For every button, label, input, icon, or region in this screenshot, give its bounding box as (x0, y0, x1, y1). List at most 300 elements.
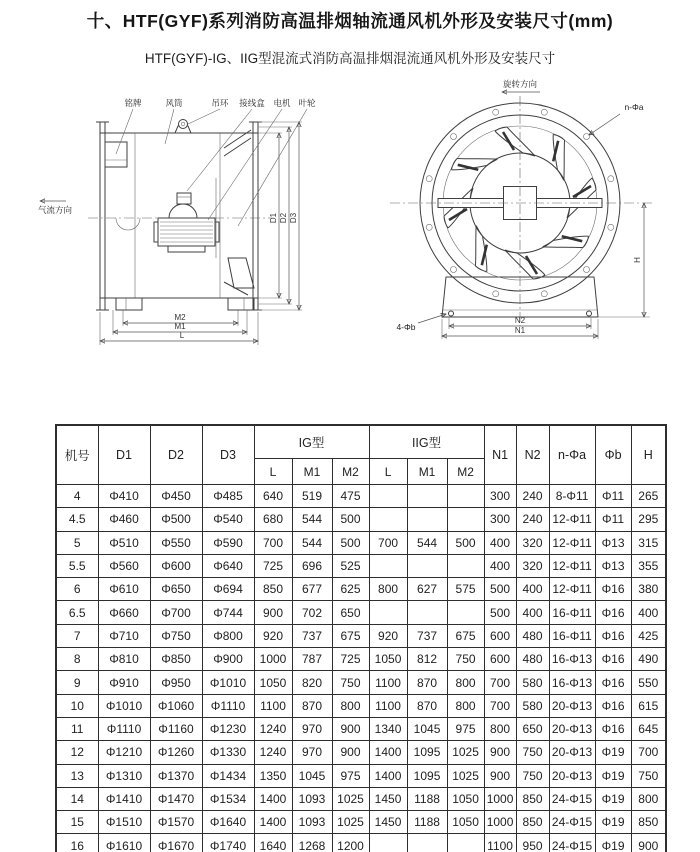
table-cell: 24-Φ15 (549, 811, 595, 834)
table-cell: 24-Φ15 (549, 787, 595, 810)
table-cell: Φ540 (202, 508, 254, 531)
table-cell: Φ1434 (202, 764, 254, 787)
table-cell: 355 (631, 554, 666, 577)
table-cell: 16-Φ11 (549, 624, 595, 647)
table-cell: 15 (56, 811, 98, 834)
foot-holes-callout (396, 314, 446, 332)
table-cell: 900 (631, 834, 666, 852)
table-row (56, 694, 666, 717)
table-cell: Φ550 (150, 531, 202, 554)
table-cell: 425 (631, 624, 666, 647)
table-cell: 737 (407, 624, 447, 647)
table-cell: 14 (56, 787, 98, 810)
col-header-h: H (631, 425, 666, 485)
table-cell: 1340 (369, 717, 407, 740)
table-cell: 900 (254, 601, 292, 624)
table-cell: 580 (516, 694, 549, 717)
table-row (56, 508, 666, 531)
table-cell: 12 (56, 741, 98, 764)
table-cell: 16-Φ13 (549, 671, 595, 694)
table-cell: 1093 (292, 787, 332, 810)
col-header-machine-no: 机号 (56, 425, 98, 485)
dim-m2: M2 (174, 313, 186, 322)
table-row (56, 717, 666, 740)
table-cell: Φ11 (595, 485, 631, 508)
table-cell: 920 (369, 624, 407, 647)
table-cell: Φ694 (202, 578, 254, 601)
table-cell (369, 554, 407, 577)
table-row (56, 554, 666, 577)
table-cell: 1045 (407, 717, 447, 740)
table-cell: 295 (631, 508, 666, 531)
table-cell: 7 (56, 624, 98, 647)
col-header-n1: N1 (484, 425, 516, 485)
table-row (56, 531, 666, 554)
table-cell: 400 (516, 601, 549, 624)
label-nameplate: 铭牌 (124, 98, 142, 108)
label-impeller: 叶轮 (298, 98, 316, 108)
table-cell: Φ640 (202, 554, 254, 577)
table-cell: Φ16 (595, 624, 631, 647)
table-cell: 544 (292, 508, 332, 531)
table-cell: 650 (516, 717, 549, 740)
table-cell: 1025 (332, 787, 369, 810)
table-cell: Φ16 (595, 694, 631, 717)
table-cell: Φ700 (150, 601, 202, 624)
length-dimensions (100, 310, 258, 345)
table-cell: 13 (56, 764, 98, 787)
table-cell: Φ1570 (150, 811, 202, 834)
table-cell: Φ1160 (150, 717, 202, 740)
rotation-direction (502, 79, 540, 92)
nameplate (105, 142, 127, 167)
table-cell: 400 (484, 531, 516, 554)
dim-n1: N1 (514, 326, 526, 335)
table-row (56, 811, 666, 834)
table-cell: Φ1610 (98, 834, 150, 852)
table-cell: 1050 (447, 811, 484, 834)
label-duct: 风筒 (165, 98, 183, 108)
col-header-phi-b: Φb (595, 425, 631, 485)
table-cell: 1025 (332, 811, 369, 834)
table-cell: Φ590 (202, 531, 254, 554)
table-cell: Φ19 (595, 787, 631, 810)
table-cell: 1000 (484, 787, 516, 810)
table-cell: Φ1010 (98, 694, 150, 717)
table-cell: 750 (631, 764, 666, 787)
table-cell: Φ16 (595, 648, 631, 671)
table-header (56, 425, 666, 485)
table-cell: Φ810 (98, 648, 150, 671)
table-cell: Φ1210 (98, 741, 150, 764)
table-cell: 575 (447, 578, 484, 601)
table-cell: Φ1310 (98, 764, 150, 787)
table-cell: 8 (56, 648, 98, 671)
table-cell: 12-Φ11 (549, 578, 595, 601)
table-cell: 677 (292, 578, 332, 601)
table-cell: 500 (447, 531, 484, 554)
dim-d3: D3 (289, 212, 298, 224)
table-row (56, 834, 666, 852)
dim-n2: N2 (514, 316, 526, 325)
table-cell: 5.5 (56, 554, 98, 577)
table-cell: Φ1740 (202, 834, 254, 852)
table-cell: Φ560 (98, 554, 150, 577)
table-cell: 870 (407, 694, 447, 717)
table-cell: Φ1010 (202, 671, 254, 694)
table-cell: Φ1330 (202, 741, 254, 764)
table-cell: 20-Φ13 (549, 717, 595, 740)
table-cell: 600 (484, 648, 516, 671)
table-cell (407, 485, 447, 508)
table-cell (407, 508, 447, 531)
table-cell (369, 508, 407, 531)
table-cell: 1200 (332, 834, 369, 852)
table-cell: Φ750 (150, 624, 202, 647)
table-row (56, 741, 666, 764)
table-cell: 20-Φ13 (549, 741, 595, 764)
table-cell: Φ1410 (98, 787, 150, 810)
table-cell: 1450 (369, 811, 407, 834)
table-cell: 700 (369, 531, 407, 554)
label-lifting-ring: 吊环 (211, 98, 229, 108)
table-cell (407, 554, 447, 577)
table-cell: 544 (407, 531, 447, 554)
table-cell: 500 (332, 508, 369, 531)
table-cell: 1100 (254, 694, 292, 717)
dimension-table (55, 424, 667, 852)
table-cell: 600 (484, 624, 516, 647)
table-cell: 975 (447, 717, 484, 740)
table-cell: Φ850 (150, 648, 202, 671)
table-cell: Φ744 (202, 601, 254, 624)
table-cell: 480 (516, 624, 549, 647)
table-cell: 725 (254, 554, 292, 577)
col-header-ig-m2: M2 (332, 459, 369, 485)
table-cell: 650 (332, 601, 369, 624)
table-cell: 550 (631, 671, 666, 694)
table-cell: Φ410 (98, 485, 150, 508)
table-cell: 24-Φ15 (549, 834, 595, 852)
table-cell: Φ1534 (202, 787, 254, 810)
table-cell: Φ19 (595, 834, 631, 852)
table-cell: 1400 (369, 764, 407, 787)
table-cell: 1025 (447, 764, 484, 787)
table-cell: 6.5 (56, 601, 98, 624)
label-motor: 电机 (273, 98, 291, 108)
table-cell: Φ600 (150, 554, 202, 577)
dim-l: L (179, 331, 185, 340)
table-cell: 800 (447, 694, 484, 717)
table-cell: Φ1640 (202, 811, 254, 834)
base-dimensions (442, 316, 598, 339)
table-row (56, 671, 666, 694)
table-cell: 1045 (292, 764, 332, 787)
table-cell: 950 (516, 834, 549, 852)
table-cell: 1050 (447, 787, 484, 810)
table-cell: 640 (254, 485, 292, 508)
table-cell: 315 (631, 531, 666, 554)
table-cell: 975 (332, 764, 369, 787)
page-subtitle: HTF(GYF)-IG、IIG型混流式消防高温排烟混流通风机外形及安装尺寸 (144, 51, 556, 66)
col-header-d1: D1 (98, 425, 150, 485)
table-cell: Φ500 (150, 508, 202, 531)
table-cell (369, 834, 407, 852)
table-cell: 812 (407, 648, 447, 671)
table-cell: Φ19 (595, 741, 631, 764)
table-cell: 615 (631, 694, 666, 717)
table-cell (369, 485, 407, 508)
spec-table-body (56, 485, 666, 852)
table-cell: 300 (484, 485, 516, 508)
junction-box (177, 193, 191, 204)
table-cell (447, 601, 484, 624)
table-cell: 12-Φ11 (549, 508, 595, 531)
table-cell: 870 (407, 671, 447, 694)
table-row (56, 764, 666, 787)
table-cell: 1450 (369, 787, 407, 810)
table-cell: 850 (516, 811, 549, 834)
table-cell: 500 (484, 578, 516, 601)
table-cell: 380 (631, 578, 666, 601)
label-junction-box: 接线盒 (239, 98, 265, 108)
table-cell: 700 (484, 671, 516, 694)
dim-h: H (633, 257, 642, 263)
table-cell: 696 (292, 554, 332, 577)
table-cell: 645 (631, 717, 666, 740)
diameter-dimensions (258, 122, 302, 310)
motor (154, 204, 219, 252)
table-cell: 1268 (292, 834, 332, 852)
table-cell: 750 (447, 648, 484, 671)
table-cell (447, 554, 484, 577)
table-cell: Φ450 (150, 485, 202, 508)
table-cell: 300 (484, 508, 516, 531)
table-cell: 970 (292, 717, 332, 740)
table-cell: 1095 (407, 741, 447, 764)
table-cell: 900 (484, 764, 516, 787)
height-dimension (598, 203, 650, 317)
table-cell: Φ1260 (150, 741, 202, 764)
table-cell: Φ19 (595, 811, 631, 834)
table-cell: Φ1510 (98, 811, 150, 834)
col-header-ig-m1: M1 (292, 459, 332, 485)
table-cell: 1093 (292, 811, 332, 834)
table-cell: 970 (292, 741, 332, 764)
table-row (56, 648, 666, 671)
col-header-d2: D2 (150, 425, 202, 485)
mounting-feet (116, 298, 254, 310)
table-cell: 1100 (484, 834, 516, 852)
col-header-d3: D3 (202, 425, 254, 485)
table-cell: Φ13 (595, 531, 631, 554)
impeller (216, 130, 254, 295)
table-cell: Φ11 (595, 508, 631, 531)
table-cell: 787 (292, 648, 332, 671)
table-cell: 627 (407, 578, 447, 601)
col-group-iig: IIG型 (369, 425, 484, 459)
bolt-holes-label: n-Φa (624, 102, 644, 112)
table-cell: 20-Φ13 (549, 764, 595, 787)
airflow-direction (38, 201, 73, 215)
table-cell: 1400 (254, 787, 292, 810)
table-cell: Φ16 (595, 601, 631, 624)
table-cell: 700 (631, 741, 666, 764)
table-cell: 725 (332, 648, 369, 671)
table-cell: 1000 (254, 648, 292, 671)
table-cell: Φ16 (595, 717, 631, 740)
col-header-iig-m1: M1 (407, 459, 447, 485)
table-cell: 675 (332, 624, 369, 647)
table-cell: Φ510 (98, 531, 150, 554)
table-cell: 6 (56, 578, 98, 601)
table-cell: Φ910 (98, 671, 150, 694)
table-cell: Φ19 (595, 764, 631, 787)
table-cell: 12-Φ11 (549, 531, 595, 554)
table-cell: Φ485 (202, 485, 254, 508)
dim-m1: M1 (174, 322, 186, 331)
table-cell: 4 (56, 485, 98, 508)
col-header-ig-l: L (254, 459, 292, 485)
col-header-n-phi-a: n-Φa (549, 425, 595, 485)
table-cell (407, 834, 447, 852)
table-cell: 500 (484, 601, 516, 624)
table-cell: Φ800 (202, 624, 254, 647)
table-cell: Φ1110 (202, 694, 254, 717)
table-cell: 1050 (254, 671, 292, 694)
table-cell: 750 (516, 741, 549, 764)
table-cell: 680 (254, 508, 292, 531)
table-cell: 400 (484, 554, 516, 577)
table-cell: 1095 (407, 764, 447, 787)
front-view-drawing (388, 78, 700, 368)
table-cell: 16 (56, 834, 98, 852)
table-cell: 700 (484, 694, 516, 717)
table-cell: Φ610 (98, 578, 150, 601)
dim-d2: D2 (279, 212, 288, 224)
table-cell: 320 (516, 531, 549, 554)
table-cell: 870 (292, 694, 332, 717)
table-cell (447, 508, 484, 531)
table-cell: 500 (332, 531, 369, 554)
table-cell: Φ660 (98, 601, 150, 624)
table-cell: 5 (56, 531, 98, 554)
table-cell: 1240 (254, 717, 292, 740)
table-cell: 1188 (407, 787, 447, 810)
lifting-ring (175, 120, 191, 134)
table-cell: Φ1060 (150, 694, 202, 717)
table-cell: 11 (56, 717, 98, 740)
table-cell: 525 (332, 554, 369, 577)
table-cell: 1050 (369, 648, 407, 671)
bolt-holes-callout (589, 102, 644, 135)
table-cell: Φ460 (98, 508, 150, 531)
table-cell: 240 (516, 485, 549, 508)
table-cell: 400 (516, 578, 549, 601)
airflow-label: 气流方向 (38, 205, 73, 215)
table-row (56, 601, 666, 624)
table-row (56, 624, 666, 647)
table-cell: 400 (631, 601, 666, 624)
table-cell: 920 (254, 624, 292, 647)
table-cell: 800 (332, 694, 369, 717)
table-cell: 1350 (254, 764, 292, 787)
col-group-ig: IG型 (254, 425, 369, 459)
table-cell: 850 (516, 787, 549, 810)
table-cell: 900 (332, 717, 369, 740)
table-cell (447, 834, 484, 852)
table-cell: 519 (292, 485, 332, 508)
table-cell (447, 485, 484, 508)
table-cell (407, 601, 447, 624)
rotation-label: 旋转方向 (502, 79, 538, 89)
table-cell: 702 (292, 601, 332, 624)
table-cell: 1240 (254, 741, 292, 764)
table-cell: 675 (447, 624, 484, 647)
table-cell: 850 (631, 811, 666, 834)
foot-holes-label: 4-Φb (396, 322, 416, 332)
table-cell: Φ16 (595, 578, 631, 601)
table-row (56, 485, 666, 508)
table-cell: 475 (332, 485, 369, 508)
dim-d1: D1 (269, 212, 278, 224)
table-cell: 1100 (369, 671, 407, 694)
table-cell: 16-Φ11 (549, 601, 595, 624)
table-cell: 265 (631, 485, 666, 508)
table-cell: 8-Φ11 (549, 485, 595, 508)
table-cell: 1400 (369, 741, 407, 764)
table-cell: Φ1230 (202, 717, 254, 740)
col-header-iig-l: L (369, 459, 407, 485)
table-cell: 800 (447, 671, 484, 694)
table-cell: 900 (484, 741, 516, 764)
table-cell: 1025 (447, 741, 484, 764)
table-cell: 850 (254, 578, 292, 601)
table-cell: Φ1370 (150, 764, 202, 787)
table-cell: 320 (516, 554, 549, 577)
table-cell: 1000 (484, 811, 516, 834)
table-cell: 625 (332, 578, 369, 601)
table-cell: Φ16 (595, 671, 631, 694)
table-cell: 20-Φ13 (549, 694, 595, 717)
table-cell: 700 (254, 531, 292, 554)
table-cell: Φ13 (595, 554, 631, 577)
col-header-iig-m2: M2 (447, 459, 484, 485)
table-cell: Φ650 (150, 578, 202, 601)
table-cell: Φ900 (202, 648, 254, 671)
table-cell: 800 (369, 578, 407, 601)
table-cell: 12-Φ11 (549, 554, 595, 577)
col-header-n2: N2 (516, 425, 549, 485)
table-cell: 544 (292, 531, 332, 554)
table-cell: Φ1110 (98, 717, 150, 740)
table-cell: 4.5 (56, 508, 98, 531)
table-cell: 1640 (254, 834, 292, 852)
table-cell: Φ1670 (150, 834, 202, 852)
table-row (56, 578, 666, 601)
table-cell: 737 (292, 624, 332, 647)
table-cell: 820 (292, 671, 332, 694)
table-cell: 800 (484, 717, 516, 740)
table-cell: 1188 (407, 811, 447, 834)
table-cell: 9 (56, 671, 98, 694)
table-cell: 240 (516, 508, 549, 531)
table-cell: 490 (631, 648, 666, 671)
table-row (56, 787, 666, 810)
side-view-drawing (30, 86, 365, 371)
table-cell: 16-Φ13 (549, 648, 595, 671)
table-cell: Φ710 (98, 624, 150, 647)
